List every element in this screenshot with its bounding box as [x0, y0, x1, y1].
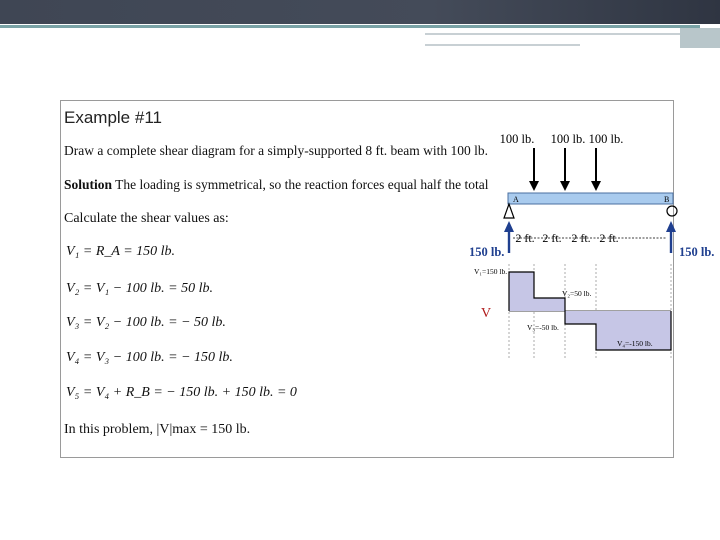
equation-v5: V₅ = V₄ + R_B = − 150 lb. + 150 lb. = 0	[66, 385, 297, 400]
reaction-right-label: 150 lb.	[679, 245, 715, 259]
shear-label-v3: V₃=-50 lb.	[527, 323, 559, 332]
spacing-label-2: 2 ft.	[542, 231, 562, 245]
reaction-arrow-right	[666, 221, 676, 253]
example-figure	[60, 100, 715, 458]
spacing-label-1: 2 ft.	[515, 231, 535, 245]
support-b-label: B	[664, 195, 670, 204]
spacing-label-3: 2 ft.	[571, 231, 591, 245]
equation-v4: V₄ = V₃ − 100 lb. = − 150 lb.	[66, 350, 233, 365]
load-label-2: 100 lb.	[550, 132, 586, 146]
shear-segment-3	[565, 311, 596, 324]
pin-support	[504, 204, 514, 218]
slide-accent-line-shorter	[425, 44, 580, 46]
load-label-1: 100 lb.	[499, 132, 535, 146]
problem-statement: Draw a complete shear diagram for a simply-supported 8 ft. beam with 100 lb.	[64, 143, 489, 158]
slide-accent-line-right	[680, 28, 720, 48]
shear-segment-2	[534, 298, 565, 311]
conclusion-text: In this problem, |V|max = 150 lb.	[64, 422, 251, 437]
equation-v2: V₂ = V₁ − 100 lb. = 50 lb.	[66, 281, 213, 296]
example-title: Example #11	[64, 108, 162, 127]
slide-top-bar	[0, 0, 720, 24]
calc-instruction: Calculate the shear values as:	[64, 211, 229, 226]
shear-label-v1: V₁=150 lb.	[474, 267, 508, 276]
shear-axis-label: V	[481, 306, 492, 321]
equation-v3: V₃ = V₂ − 100 lb. = − 50 lb.	[66, 315, 226, 330]
slide-accent-line	[0, 25, 700, 28]
slide-accent-line-short	[425, 33, 685, 35]
load-label-3: 100 lb.	[588, 132, 624, 146]
roller-support	[667, 206, 677, 216]
load-arrow-3	[591, 148, 601, 191]
shear-label-v2: V₂=50 lb.	[562, 289, 592, 298]
solution-label: Solution	[64, 177, 113, 192]
load-arrow-2	[560, 148, 570, 191]
beam	[508, 193, 673, 204]
load-arrow-1	[529, 148, 539, 191]
reaction-arrow-left	[504, 221, 514, 253]
support-a-label: A	[513, 195, 519, 204]
shear-segment-1	[509, 272, 534, 311]
shear-label-v4: V₄=-150 lb.	[617, 339, 653, 348]
beam-diagram	[461, 126, 715, 361]
solution-line	[64, 177, 489, 193]
spacing-label-4: 2 ft.	[599, 231, 619, 245]
reaction-left-label: 150 lb.	[469, 245, 505, 259]
solution-text: The loading is symmetrical, so the reaction forces equal half the total	[115, 177, 489, 192]
equation-v1: V₁ = R_A = 150 lb.	[66, 244, 176, 259]
